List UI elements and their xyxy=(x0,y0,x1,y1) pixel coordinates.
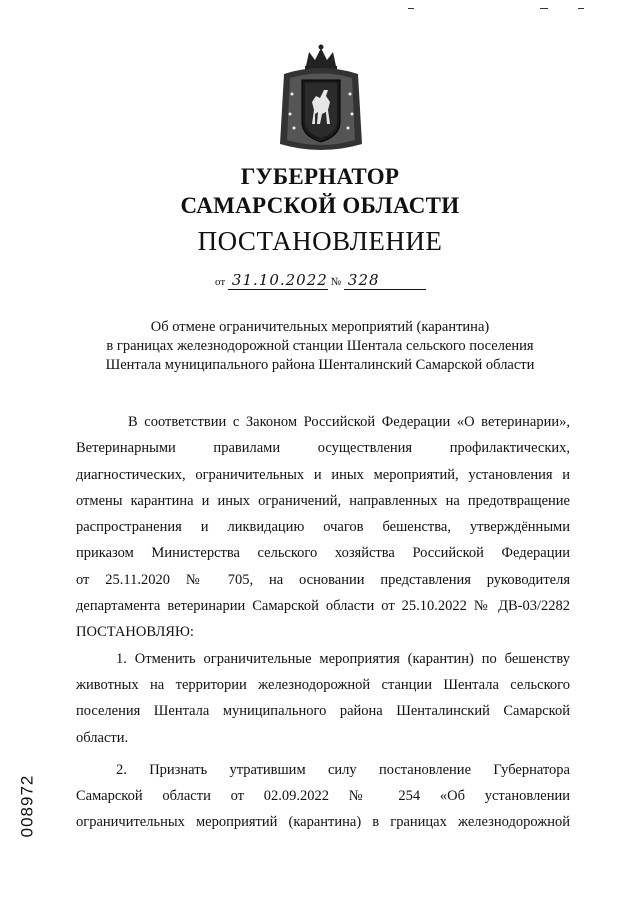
text-line: диагностических, ограничительных и иных мероприятий, установления и xyxy=(76,466,570,483)
org-name-line2: САМАРСКОЙ ОБЛАСТИ xyxy=(180,193,460,218)
date-number-line xyxy=(215,271,426,290)
text-line: отмены карантина и иных ограничений, направленных на предотвращение xyxy=(76,492,570,509)
scan-mark xyxy=(540,8,548,9)
item-2-paragraph xyxy=(76,757,570,836)
title-line: Об отмене ограничительных мероприятий (карантина) xyxy=(150,319,490,335)
text-line: животных на территории железнодорожной станции Шентала сельского xyxy=(76,676,570,693)
side-code-text: 008972 xyxy=(17,774,37,838)
document-date: 31.10.2022 xyxy=(228,271,328,290)
number-prefix: № xyxy=(330,276,342,288)
text-line: ограничительных мероприятий (карантина) в границах железнодорожной xyxy=(76,814,570,831)
text-line: Самарской области от 02.09.2022 № 254 «Об установлении xyxy=(76,788,570,805)
org-name-line1: ГУБЕРНАТОР xyxy=(240,164,400,189)
document-number: 328 xyxy=(344,271,426,290)
text-line: поселения Шентала муниципального района Шенталинский Самарской xyxy=(76,703,570,720)
text-line: Ветеринарными правилами осуществления профилактических, xyxy=(76,440,570,457)
text-line: 2. Признать утратившим силу постановление Губернатора xyxy=(116,761,570,778)
preamble-paragraph xyxy=(76,409,570,646)
resolve-word: ПОСТАНОВЛЯЮ: xyxy=(76,624,194,641)
document-body xyxy=(76,409,570,836)
coat-of-arms-emblem xyxy=(276,44,366,154)
document-title xyxy=(0,318,640,375)
date-prefix: от xyxy=(215,276,226,288)
scan-mark xyxy=(578,8,584,9)
text-line: приказом Министерства сельского хозяйства Российской Федерации xyxy=(76,545,570,562)
text-line: В соответствии с Законом Российской Федерации «О ветеринарии», xyxy=(128,414,570,430)
title-line: в границах железнодорожной станции Шентала сельского поселения xyxy=(106,338,534,354)
text-line: области. xyxy=(76,729,129,746)
side-registration-code xyxy=(17,770,42,842)
text-line: от 25.11.2020 № 705, на основании представления руководителя xyxy=(76,571,570,588)
text-line: департамента ветеринарии Самарской области от 25.10.2022 № ДВ-03/2282 xyxy=(76,598,570,615)
document-type: ПОСТАНОВЛЕНИЕ xyxy=(197,226,443,256)
scan-mark xyxy=(408,8,414,9)
title-line: Шентала муниципального района Шенталинский Самарской области xyxy=(105,357,535,373)
text-line: 1. Отменить ограничительные мероприятия (карантин) по бешенству xyxy=(116,650,570,667)
text-line: распространения и ликвидацию очагов бешенства, утверждёнными xyxy=(76,519,570,536)
item-1-paragraph xyxy=(76,646,570,751)
